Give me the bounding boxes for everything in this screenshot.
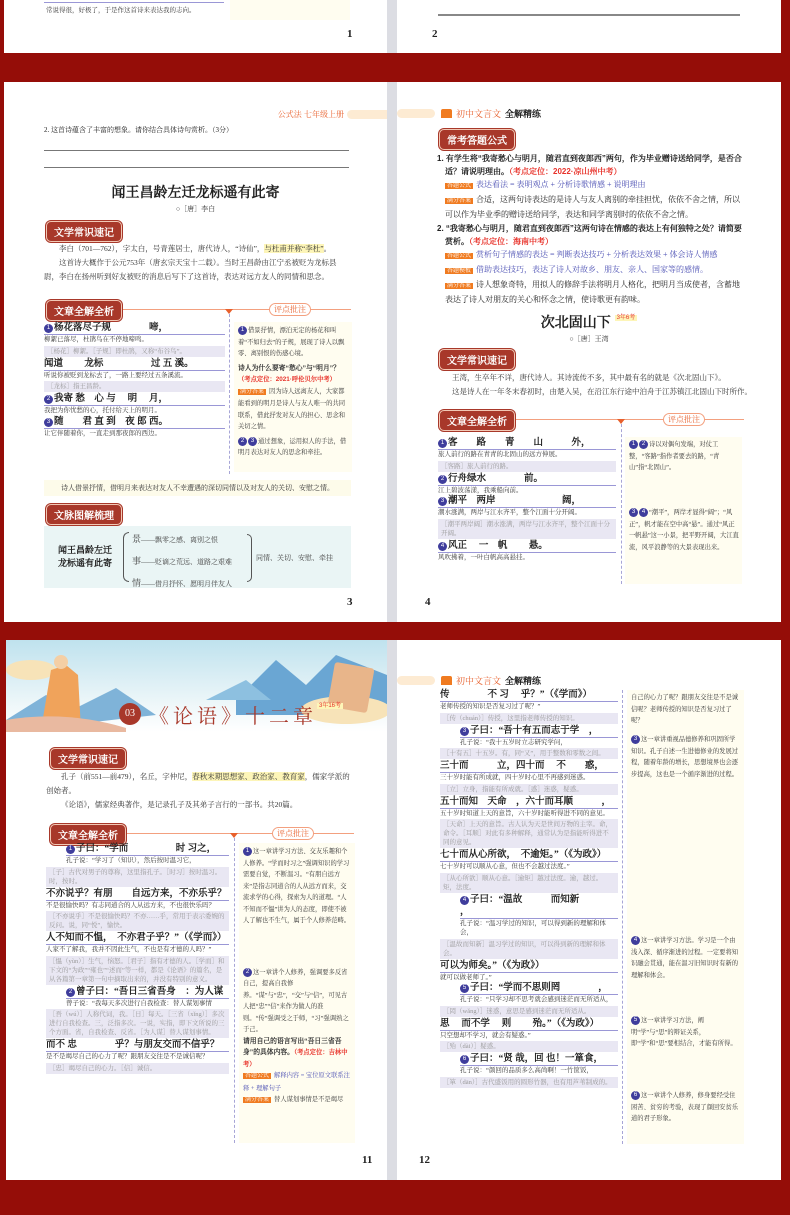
translation-line — [440, 973, 618, 983]
section-badge-analysis: 文章全解全析 — [439, 410, 515, 431]
structure-diagram: 闻王昌龄左迁 龙标遥有此寄 景——飘零之感、离别之恨 事——贬谪之荒远、道路之艰难 情——借月抒怀、愿明月伴友人 同情、关切、安慰、牵挂 — [44, 526, 351, 588]
chapter-title: 《论语》十二章 $^{3年16考}$ — [149, 703, 342, 728]
line-text: ［子］古代对男子的尊称，这里指孔子。［时习］按时温习。时，按时。 — [49, 868, 222, 885]
annotation-box — [440, 1077, 618, 1088]
line-text: ［箪（dān）］古代盛饭用的圆形竹器，也有用芦苇制成的。 — [443, 1078, 612, 1086]
annotation-box — [440, 1006, 618, 1017]
translation-line — [46, 1052, 229, 1062]
translation-line: 常说得很，好极了，于是作这首诗来表达我的志向。 — [46, 7, 196, 14]
exercise-question: 2. 这首诗蕴含了丰富的想象。请你结合具体诗句赏析。（3分） — [44, 126, 233, 134]
line-text: 我寄 愁 心 与 明 月， — [54, 394, 169, 404]
original-text-line — [44, 393, 225, 406]
line-text: 七十而从心所欲， 不逾矩。”（《为政》） — [440, 850, 607, 860]
line-text: 子曰：“学而不思则罔 ， — [470, 983, 608, 993]
translation-line — [438, 553, 616, 563]
translation-line — [44, 335, 225, 345]
line-text: ［从心所欲］顺从心意。［逾矩］越过法度。逾，越过。矩，法度。 — [443, 874, 603, 891]
original-text-line — [44, 416, 225, 429]
running-header: 初中文言文 全解精练 — [441, 107, 541, 120]
translation-line — [438, 486, 616, 496]
line-text: ［十有五］十五岁。有，同“又”，用于整数和零数之间。 — [443, 750, 605, 757]
translation-line — [44, 429, 225, 439]
answer-line[interactable] — [44, 167, 349, 168]
line-text: 孔子说：“温习学过的知识，可以得到新的理解和体会， — [460, 919, 606, 936]
translation-line — [438, 450, 616, 460]
line-text: 闻道 龙标 过 五 溪。 — [44, 358, 194, 369]
exam-frequency-tag: 3年6考 — [616, 315, 636, 321]
line-text: ［龙标］指王昌龄。 — [47, 383, 106, 390]
annotation-box — [46, 1063, 229, 1074]
line-text: ［杨花］柳絮。［子规］即杜鹃，又称“布谷鸟”。 — [47, 347, 187, 355]
original-text-line — [66, 843, 229, 856]
line-text: ［天命］上天的意旨。古人认为天是世间万物的主宰。命，命令。［耳顺］对此有多种解释，通常认为是指能听得进不同的意见。 — [443, 821, 612, 846]
note: 5 这一章讲学习方法，阐明“学”与“思”的辩证关系，即“学”和“思”要相结合，才能有所得。 — [631, 1017, 737, 1047]
line-text: 随 君 直 到 夜 郎 西。 — [54, 416, 169, 427]
line-text: 我把为你忧愁的心，托付给天上的明月。 — [44, 407, 161, 414]
line-text: 人不知而不愠， 不亦君子乎？”（《学而》） — [46, 933, 227, 943]
page-number: 4 — [425, 596, 431, 608]
sentence-number-badge: 2 — [66, 988, 75, 997]
annotation-box — [440, 873, 618, 893]
translation-line — [440, 1031, 618, 1041]
line-text: 老师传授的知识是否复习过了呢？” — [440, 703, 541, 710]
line-text: 可以为师矣。”（《为政》） — [440, 960, 545, 971]
page-number: 12 — [419, 1154, 430, 1166]
notes-panel — [234, 322, 352, 472]
sentence-number-badge: 3 — [460, 727, 469, 736]
poem-author: ○［唐］李白 — [175, 205, 216, 213]
line-text: 人家不了解我，我并不因此生气，不也是有才德的人吗？” — [46, 946, 212, 953]
section-badge-structure: 文脉图解梳理 — [46, 504, 122, 525]
page-number: 2 — [432, 28, 438, 40]
line-text: ［愠（yùn）］生气，恼怒。［君子］指有才德的人。［学而］和下文的“为政”“雍也”“述而”等一样，都是《论语》的篇名，是从各篇第一章第一句中摘取出来的，并没有特别的意义。 — [49, 957, 225, 983]
line-text: 行舟绿水 前。 — [448, 473, 544, 484]
sentence-number-badge: 2 — [44, 395, 53, 404]
translation-line — [46, 901, 229, 911]
page-11 — [6, 640, 387, 1180]
line-text: 让它伴随着你，一直走到那夜郎的西边。 — [44, 429, 161, 437]
annotation-box — [46, 956, 229, 985]
original-text-line — [440, 760, 618, 773]
note: 2 这一章讲个人修养，强调要多反省自己，提高自我修养。“谋”与“忠”，“交”与“信”，可见古人把“忠”“信”来作为做人的准则。“传”强调受之于师，“习”强调熟之于己。 请用自己的语言写出“吾日三省吾身”的具体内容。（考点定位：吉林中考） 答题公式 解释内容 = 宝位原文联系注释 + 理解句子 满分答案 替人谋划事情是不是竭尽 — [243, 968, 350, 1103]
line-text: 三十岁时能有所成就，四十岁时心里不再感到迷惑。 — [440, 774, 590, 781]
notes-panel — [627, 690, 744, 1144]
note: 3 这一章讲重视品德修养和巩固所学知识。孔子自述一生进德修业的发展过程，随着年龄的增长，思想境界也会逐步提高，这也是一个循序渐进的过程。 — [631, 736, 739, 778]
commentary-label: 评点批注 — [269, 303, 311, 316]
poem-author: ○［唐］王湾 — [569, 335, 609, 343]
line-text: 五十岁时知道上天的意旨，六十岁时能听得进不同的意见。 — [440, 809, 609, 817]
original-text-line — [460, 982, 618, 995]
translation-line — [460, 1066, 618, 1076]
poem-lines — [44, 322, 225, 438]
line-text: 孔子说：“颜回的品质多么高尚啊！一竹筐饭， — [460, 1067, 593, 1074]
line-text: ［罔（wǎng）］迷惑，意思是感到迷茫而无所适从。 — [443, 1007, 591, 1015]
gutter — [387, 0, 397, 53]
poem-lines — [438, 437, 616, 562]
poem-title: 次北固山下 $^{3年6考}$ — [540, 314, 636, 330]
note: 1 这一章讲学习方法、交友乐趣和个人修养。“学而时习之”强调知识的学习需要自觉，不断温习。“有朋自远方来”是指志同道合的人从远方而来，交流求学的心得，探索为人的道理。“人不知而不愠”讲为人的态度，即使不被人了解也不生气，属于个人修养范畴。 — [243, 848, 351, 924]
exam-question-1: 1. 有学生将“我寄愁心与明月，随君直到夜郎西”两句，作为毕业赠诗送给同学，是否合适？请说明理由。（考点定位：2022·凉山州中考） 答题公式 表达看法 = 表明观点 + 分析诗歌情感 + 说明理由 满分答案 合适，这两句诗表达的是诗人与友人离别的牵挂担忧，依依不舍之情，所以可以作为毕业季的赠诗送给同学，表达和同学离别时的依依不舍之情。 — [437, 154, 742, 219]
line-text: ［客路］旅人前行的路。 — [441, 462, 513, 470]
notes-panel — [625, 437, 742, 584]
original-text-line — [44, 358, 225, 371]
sentence-number-badge: 1 — [66, 845, 75, 854]
original-text-line — [440, 1018, 618, 1031]
line-text: ［传（chuán）］传授，这里指老师传授的知识。 — [443, 714, 579, 722]
line-text: ［吾（wú）］人称代词，我。［日］每天。［三省（xǐng）］多次进行自我检查。三，泛指多次。一说，实指，即下文所说的三个方面。省，自我检查、反省。［为人谋］替人谋划事情。 — [49, 1011, 225, 1036]
sentence-number-badge: 5 — [460, 984, 469, 993]
book-logo-icon — [441, 109, 452, 118]
commentary-label: 评点批注 — [663, 413, 705, 426]
poem-title: 闻王昌龄左迁龙标遥有此寄 — [111, 184, 280, 200]
sentence-number-badge: 1 — [44, 324, 53, 333]
original-text-line — [460, 1053, 618, 1066]
translation-line — [440, 862, 618, 872]
sentence-number-badge: 6 — [460, 1055, 469, 1064]
line-text: 杨花落尽子规 啼， — [54, 323, 169, 333]
summary: 诗人借景抒情，借明月来表达对友人不幸遭遇的深切同情以及对友人的关切、安慰之情。 — [44, 480, 351, 496]
sentence-number-badge: 4 — [438, 542, 447, 551]
note: 3 4 “潮平”，两岸才显得“阔”；“风正”，帆才能在空中高“悬”。通过“风正一帆悬”这一小景，把平野开阔，大江直流，风平浪静等的大景表现出来。 — [629, 509, 739, 551]
line-text: 不是很愉快吗？有志同道合的人从远方来，不也很快乐吗？ — [46, 901, 215, 909]
background-intro: 这是诗人在一年冬末春初时，由楚入吴，在沿江东行途中泊舟于江苏镇江北固山下时所作。 — [452, 387, 752, 396]
translation-line — [440, 702, 618, 712]
original-text-line — [66, 986, 229, 999]
original-text-line — [438, 495, 616, 508]
original-text-line — [440, 796, 618, 809]
sentence-number-badge: 2 — [438, 475, 447, 484]
annotation-box — [440, 748, 618, 759]
line-text: 孔子说：“我十五岁时立志研究学问， — [460, 738, 567, 746]
original-text-line — [440, 849, 618, 862]
section-badge-literary-knowledge: 文学常识速记 — [50, 748, 126, 769]
annotation-box — [46, 911, 229, 931]
commentary-label: 评点批注 — [272, 827, 314, 840]
translation-line — [66, 856, 229, 866]
annotation-box — [44, 381, 225, 392]
chapter-number: 03 — [119, 703, 141, 725]
page-12 — [397, 640, 781, 1180]
line-text: 而不 忠 乎？与朋友交而不信乎？ — [46, 1040, 220, 1050]
original-text-line — [440, 689, 618, 702]
book-logo-icon — [441, 676, 452, 685]
translation-line — [460, 995, 618, 1005]
note: 1 2 诗以对偶句发端，对仗工整，“客路”指作者要去的路，“青山”指“北固山”。 — [629, 441, 720, 471]
line-text: 风正 一 帆 悬。 — [448, 540, 548, 551]
annotation-box — [44, 346, 225, 357]
line-text: 潮水涨满，两岸与江水齐平，整个江面十分开阔。 — [438, 509, 581, 516]
section-badge-analysis: 文章全解全析 — [46, 300, 122, 321]
annotation-box — [46, 1009, 229, 1038]
line-text: 柳絮已落尽，杜鹃鸟在不停地啼鸣。 — [44, 336, 148, 343]
sentence-number-badge: 1 — [438, 439, 447, 448]
line-text: 子曰：“学而 时 习之， — [76, 844, 217, 854]
original-text-line — [438, 540, 616, 553]
annotation-box — [438, 519, 616, 539]
section-badge-answer-formula: 常考答题公式 — [439, 129, 515, 150]
line-text: 听说你被贬到龙标去了，一路上要经过五条溪流。 — [44, 371, 187, 379]
text-lines — [46, 843, 229, 1075]
section-badge-literary-knowledge: 文学常识速记 — [46, 221, 122, 242]
page-number: 3 — [347, 596, 353, 608]
annotation-box — [46, 867, 229, 887]
original-text-line — [438, 437, 616, 450]
note: 4 这一章讲学习方法。学习是一个由浅入深、循序渐进的过程。一定要将知识融会贯通，能在温习旧知识时有新的理解和体会。 — [631, 937, 739, 979]
running-header: 初中文言文 全解精练 — [441, 674, 541, 687]
note: 6 这一章讲个人修养，修身要经受住困苦、贫穷的考验，表现了颜回安贫乐道的君子形象。 — [631, 1092, 739, 1122]
author-intro: 王湾，生卒年不详，唐代诗人。其诗流传不多，其中最有名的就是《次北固山下》。 — [452, 373, 726, 382]
line-text: 客 路 青 山 外， — [448, 438, 591, 448]
line-text: 五十而知 天命 ，六十而耳顺 ， — [440, 796, 612, 807]
line-text: 风吹拂着，一叶白帆高高悬挂。 — [438, 553, 529, 561]
page-number: 1 — [347, 28, 353, 40]
translation-line — [438, 508, 616, 518]
line-text: 子曰：“吾十有五而志于学 ， — [470, 725, 599, 736]
diagram-branch: 景——飘零之感、离别之恨 — [132, 534, 219, 544]
line-text: ［潮平两岸阔］潮水涨满，两岸与江水齐平，整个江面十分开阔。 — [441, 520, 610, 537]
translation-line — [460, 919, 618, 938]
translation-line — [44, 406, 225, 416]
line-text: 曾子说：“我每天多次进行自我检查：替人谋划事情 — [66, 999, 212, 1007]
page-1 — [4, 0, 387, 53]
translation-line — [44, 371, 225, 381]
line-text: 传 不 习 乎？”（《学而》） — [440, 690, 593, 700]
background-intro: 这首诗大概作于公元753年（唐玄宗天宝十二载）。当时王昌龄由江宁丞被贬为龙标县尉，李白在扬州听到好友被贬的消息后写下了这首诗，表达对远方友人的同情和思念。 — [44, 258, 337, 281]
line-text: ［立］立身，指能有所成就。［惑］迷惑，疑惑。 — [443, 785, 583, 793]
page-number: 11 — [362, 1154, 373, 1166]
line-text: ［不亦说乎］不是很愉快吗？不亦……乎，常用于表示委婉的反问。说，同“悦”，愉快。 — [49, 913, 225, 929]
original-text-line — [44, 322, 225, 335]
line-text: 江上碧波荡漾，我乘船向前。 — [438, 486, 523, 494]
line-text: 七十岁时可以顺从心意，但也不会越过法度。” — [440, 863, 570, 870]
annotation-box — [440, 939, 618, 959]
original-text-line — [460, 894, 618, 919]
answer-line[interactable] — [44, 150, 349, 151]
page-3 — [4, 82, 387, 622]
line-text: 是不是竭尽自己的心力了呢？跟朋友交往是不是诚信呢？ — [46, 1053, 209, 1060]
diagram-branch: 事——贬谪之荒远、道路之艰难 — [132, 556, 233, 566]
exam-question-2: 2. “我寄愁心与明月，随君直到夜郎西”这两句诗在情感的表达上有何独特之处？请简要赏析。（考点定位：海南中考） 答题公式 赏析句子情感的表达 = 判断表达技巧 + 分析表达效果 + 体会诗人情感 答题模板 借助表达技巧，表达了诗人对故乡、朋友、亲人、国家等的感情。 满分答案 诗人想象奇特，用拟人的修辞手法将明月人格化，把明月当成使者，含蓄地表达了诗人对朋友的关心和怀念之情，使诗歌更有韵味。 — [437, 224, 742, 304]
original-text-line — [46, 888, 229, 901]
line-text: 就可以做老师了。” — [440, 973, 492, 981]
translation-line — [46, 945, 229, 955]
translation-line — [440, 773, 618, 783]
original-text-line — [46, 932, 229, 945]
page-2 — [397, 0, 781, 53]
line-text: 旅人前行的路在青青的北固山的远方伸展。 — [438, 451, 562, 458]
notes-panel — [239, 843, 355, 1143]
annotation-box — [440, 819, 618, 848]
annotation-box — [440, 713, 618, 724]
annotation-box — [440, 1041, 618, 1052]
page-4 — [397, 82, 781, 622]
line-text: ［温故而知新］温习学过的知识，可以得到新的理解和体会。 — [443, 940, 606, 957]
sentence-number-badge: 3 — [44, 418, 53, 427]
exam-frequency-tag: 3年16考 — [319, 703, 342, 709]
original-text-line — [440, 960, 618, 973]
notes-panel — [230, 0, 350, 20]
line-text: 思 而不学 则 殆。”（《为政》） — [440, 1018, 600, 1029]
translation-line — [460, 738, 618, 748]
line-text: 子曰：“贤 哉，回 也！一箪食， — [470, 1054, 604, 1064]
line-text: ［殆（dài）］疑惑。 — [443, 1043, 500, 1050]
line-text: 只空想却不学习，就会有疑惑。” — [440, 1031, 531, 1039]
sentence-number-badge: 4 — [460, 896, 469, 905]
gutter — [387, 640, 397, 1180]
section-badge-literary-knowledge: 文学常识速记 — [439, 349, 515, 370]
note: 1 借景抒情，漂泊无定的杨花和叫着“不如归去”的子规，展现了诗人以飘零、离别恨的伤感心境。 — [238, 327, 345, 357]
note: 2 3 通过想象，运用拟人的手法，借明月表达对友人的思念和牵挂。 — [238, 437, 347, 456]
running-header: 公式法 七年级上册 — [278, 109, 387, 120]
translation-line — [66, 999, 229, 1009]
book-intro: 《论语》，儒家经典著作，是记录孔子及其弟子言行的一部书。共20篇。 — [61, 800, 298, 809]
line-text: 不亦说乎？有朋 自远方来，不亦乐乎？ — [46, 888, 227, 899]
original-text-line — [46, 1039, 229, 1052]
line-text: ［忠］竭尽自己的心力。［信］诚信。 — [49, 1064, 157, 1072]
author-intro: 李白（701—762），字太白，号青莲居士，唐代诗人，“诗仙”，与杜甫并称“李杜”。 — [59, 244, 332, 253]
exam-question: 诗人为什么要寄“愁心”与“明月”？ （考点定位：2021·呼伦贝尔中考） 满分答案 因为诗人远离友人，大家都能看到的明月是诗人与友人唯一的共同联系，借此抒发对友人的担心、思念和关切之情。 — [238, 364, 346, 430]
note: 自己的心力了呢？跟朋友交往是不是诚信呢？老师传授的知识是否复习过了呢？ — [631, 694, 739, 724]
line-text: 孔子说：“学习了（知识），然后按时温习它， — [66, 857, 196, 864]
gutter — [387, 82, 397, 622]
translation-line — [440, 809, 618, 819]
annotation-box — [438, 461, 616, 472]
line-text: 孔子说：“只学习却不思考就会感到迷茫而无所适从， — [460, 996, 613, 1003]
author-intro: 孔子（前551—前479），名丘，字仲尼，春秋末期思想家、政治家、教育家，儒家学派的创始者。 — [46, 772, 350, 795]
line-text: 曾子曰：“吾日三省吾身 ：为人谋 — [76, 986, 224, 997]
diagram-branch: 情——借月抒怀、愿明月伴友人 — [132, 578, 233, 588]
original-text-line — [460, 725, 618, 738]
annotation-box — [440, 784, 618, 795]
line-text: 子曰：“温故 而知新 ， — [460, 894, 618, 917]
line-text: 三十而 立，四十而 不 惑， — [440, 761, 604, 771]
line-text: 潮平 两岸 阔， — [448, 496, 582, 506]
original-text-line — [438, 473, 616, 486]
sentence-number-badge: 3 — [438, 497, 447, 506]
text-lines — [440, 689, 618, 1089]
section-badge-analysis: 文章全解全析 — [50, 824, 126, 845]
chapter-banner — [6, 640, 387, 732]
